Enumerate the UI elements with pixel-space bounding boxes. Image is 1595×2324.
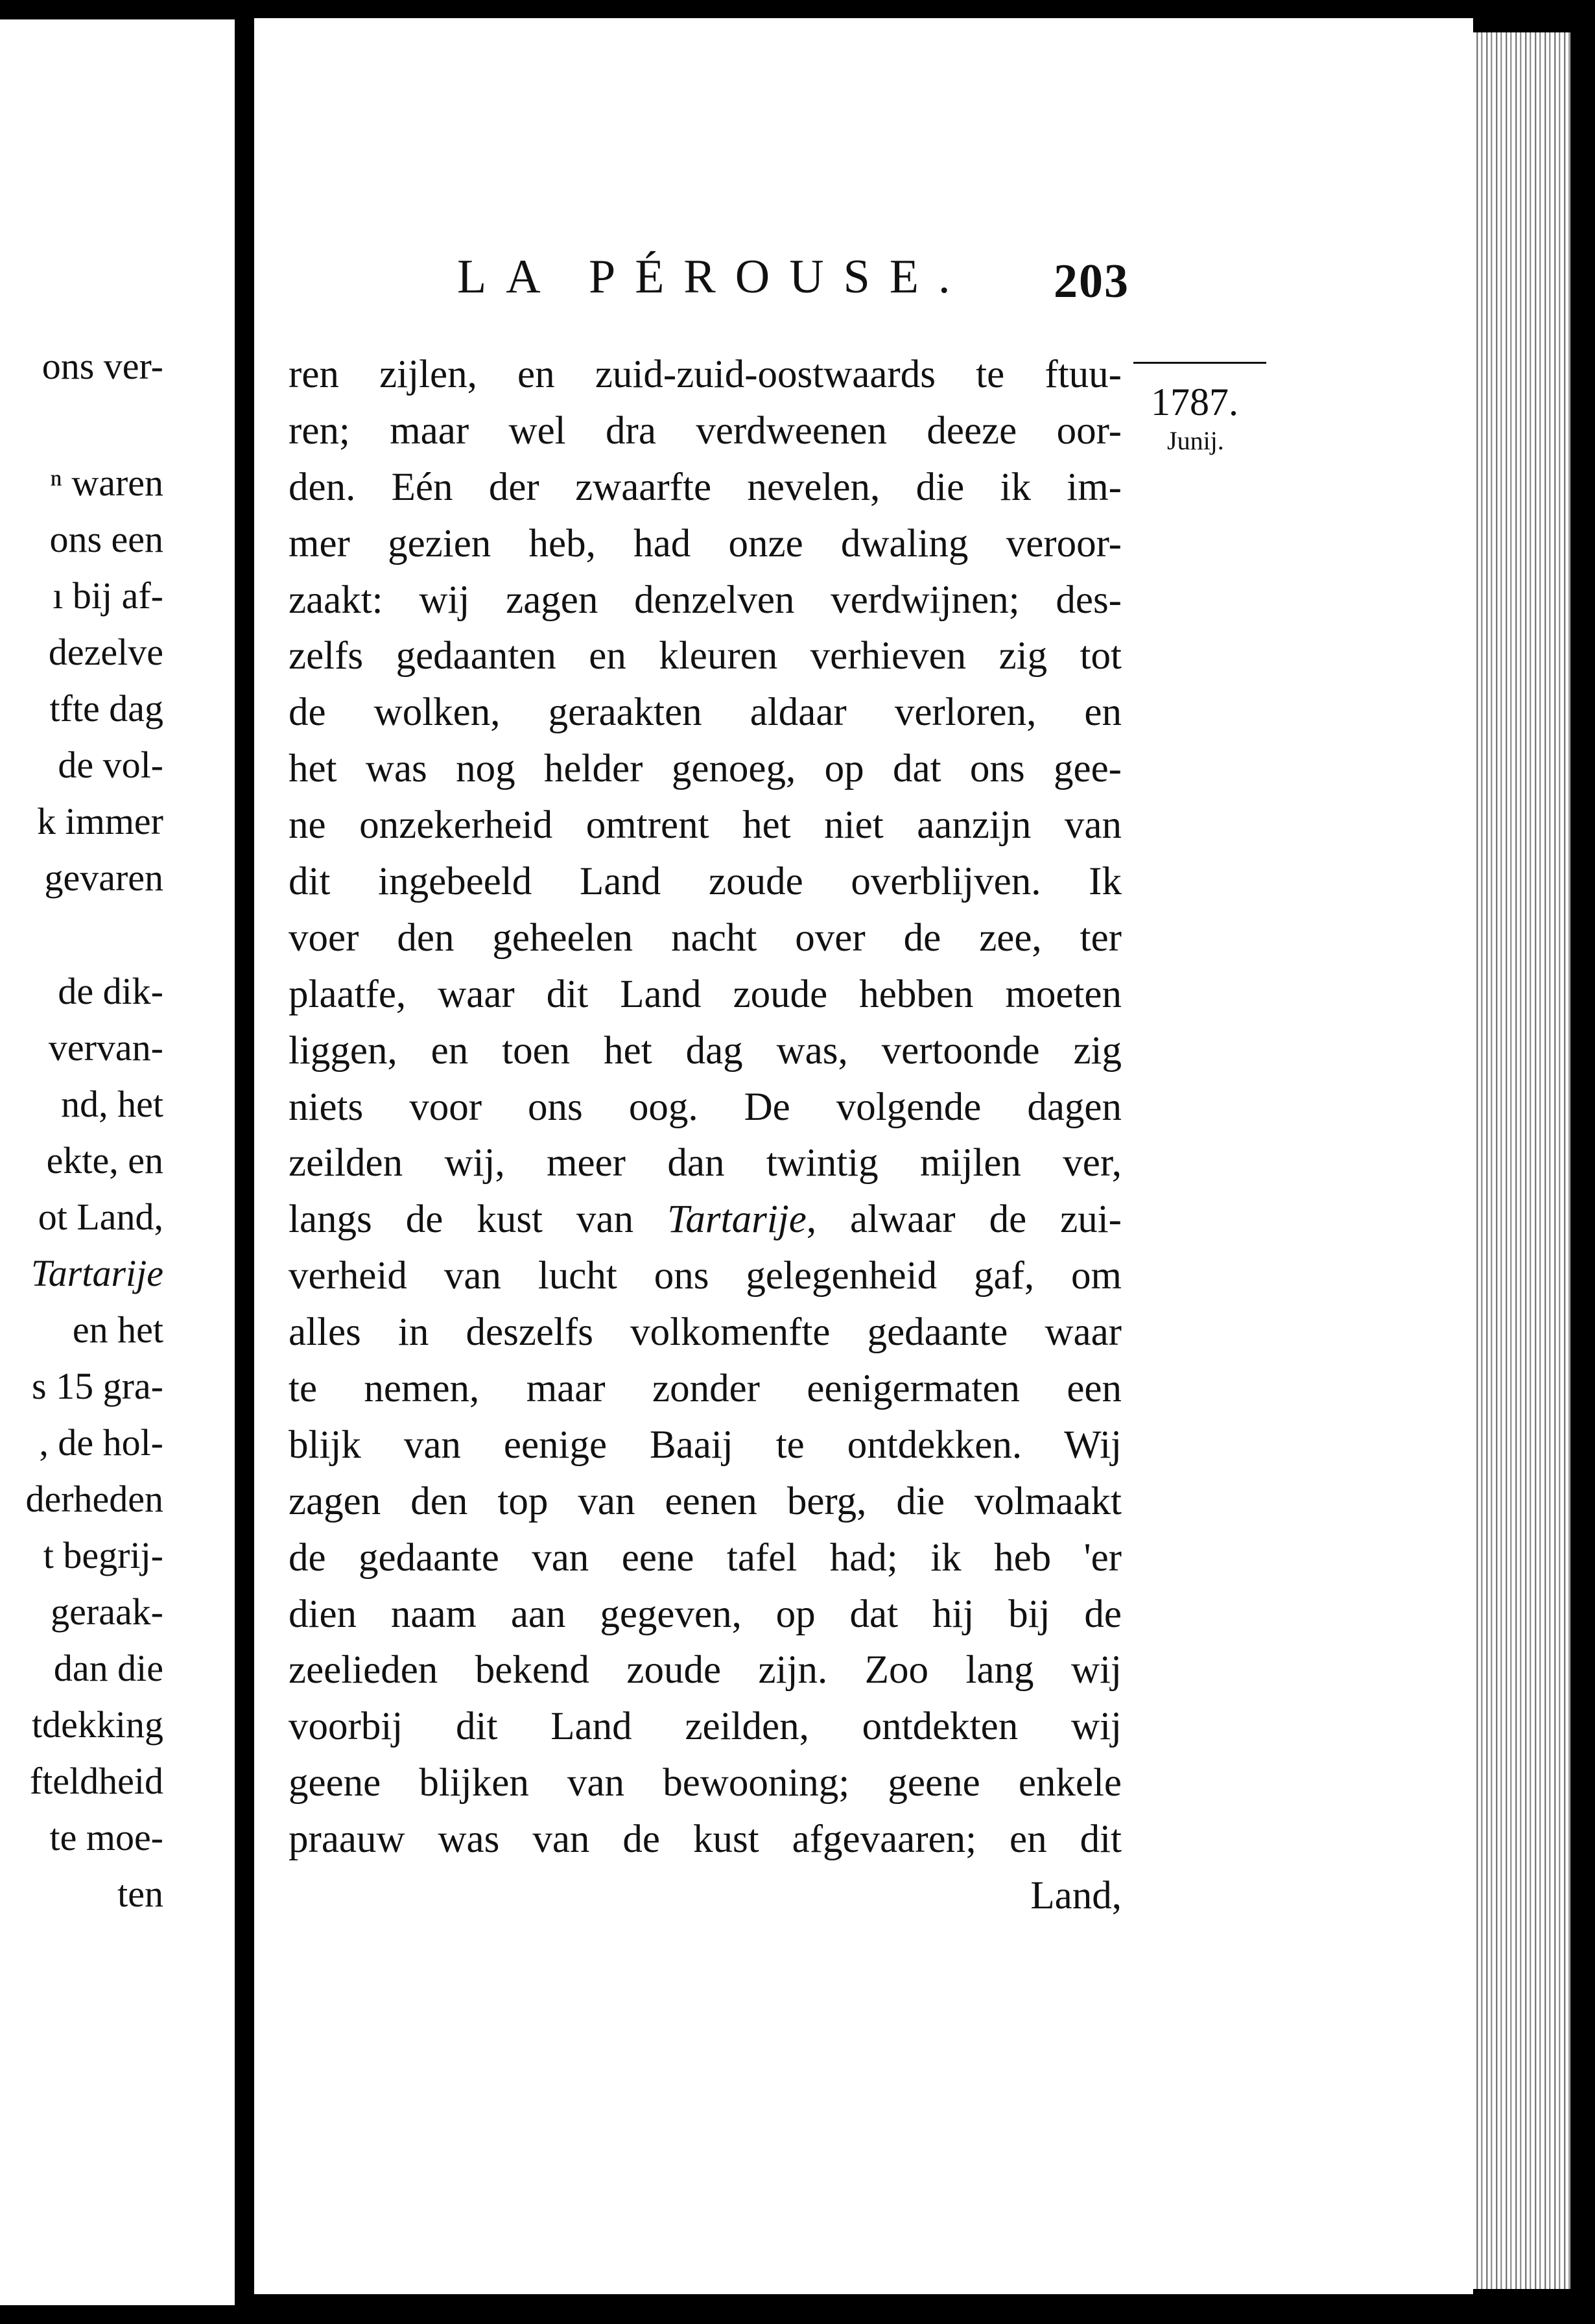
previous-page-line: k immer (37, 800, 163, 842)
previous-page-line: ekte, en (46, 1139, 163, 1181)
margin-rule (1133, 362, 1266, 364)
previous-page-fragment (0, 19, 235, 2305)
previous-page-line: , de hol- (39, 1421, 163, 1464)
previous-page-line: vervan- (48, 1026, 163, 1069)
previous-page-line: ten (117, 1873, 163, 1915)
previous-page-line: de dik- (58, 970, 163, 1012)
previous-page-line: geraak- (51, 1591, 163, 1633)
previous-page-line: fteldheid (29, 1760, 163, 1802)
catchword: Land, (1030, 1874, 1122, 1918)
previous-page-line: dezelve (48, 631, 163, 673)
previous-page-line: tdekking (32, 1703, 163, 1746)
text-line: alles in deszelfs volkomenfte gedaante waar (289, 1310, 1122, 1355)
text-line: praauw was van de kust afgevaaren; en dit (289, 1818, 1122, 1862)
text-line: zelfs gedaanten en kleuren verhieven zig tot (289, 634, 1122, 678)
previous-page-line: ot Land, (38, 1196, 163, 1238)
text-line: geene blijken van bewooning; geene enkele (289, 1761, 1122, 1805)
text-line: ne onzekerheid omtrent het niet aanzijn van (289, 803, 1122, 848)
margin-note-month: Junij. (1167, 426, 1224, 455)
previous-page-line: nd, het (61, 1083, 163, 1125)
text-line: ren zijlen, en zuid-zuid-oostwaards te ftuu- (289, 353, 1122, 396)
text-line: het was nog helder genoeg, op dat ons gee- (289, 747, 1122, 791)
text-line: zeelieden bekend zoude zijn. Zoo lang wij (289, 1648, 1122, 1692)
text-line: blijk van eenige Baaij te ontdekken. Wij (289, 1423, 1122, 1467)
previous-page-line: en het (72, 1309, 163, 1351)
previous-page-line: ons een (49, 518, 163, 560)
previous-page-line: derheden (25, 1478, 163, 1520)
text-line: zagen den top van eenen berg, die volmaakt (289, 1479, 1122, 1523)
text-line: langs de kust van Tartarije, alwaar de zui- (289, 1198, 1122, 1242)
previous-page-line: dan die (53, 1647, 163, 1689)
previous-page-line: gevaren (44, 857, 163, 899)
previous-page-line: ı bij af- (53, 575, 163, 617)
margin-note-year: 1787. (1151, 381, 1238, 423)
text-line: plaatfe, waar dit Land zoude hebben moeten (289, 972, 1122, 1016)
text-line: verheid van lucht ons gelegenheid gaf, om (289, 1254, 1122, 1298)
previous-page-line: s 15 gra- (32, 1365, 163, 1407)
text-line: liggen, en toen het dag was, vertoonde zig (289, 1028, 1122, 1073)
italic-place-name: Tartarije (667, 1198, 807, 1242)
text-line: de wolken, geraakten aldaar verloren, en (289, 691, 1122, 735)
previous-page-line: de vol- (58, 744, 163, 786)
text-line: ren; maar wel dra verdweenen deeze oor- (289, 409, 1122, 453)
text-line: dien naam aan gegeven, op dat hij bij de (289, 1592, 1122, 1636)
previous-page-line: te moe- (49, 1816, 163, 1858)
text-line: voer den geheelen nacht over de zee, ter (289, 916, 1122, 960)
previous-page-line: Tartarije (30, 1252, 163, 1294)
previous-page-line: ⁿ waren (50, 462, 163, 504)
previous-page-line: t begrij- (43, 1534, 163, 1576)
running-head: LA PÉROUSE. (457, 250, 970, 303)
text-line: dit ingebeeld Land zoude overblijven. Ik (289, 860, 1122, 904)
text-line: voorbij dit Land zeilden, ontdekten wij (289, 1705, 1122, 1749)
text-line: den. Eén der zwaarfte nevelen, die ik im- (289, 465, 1122, 509)
body-text (289, 347, 1122, 1925)
previous-page-line: tfte dag (49, 687, 163, 729)
page-number: 203 (1054, 255, 1129, 308)
page-edges (1473, 32, 1570, 2289)
previous-page-line: ons ver- (41, 345, 163, 387)
text-line: te nemen, maar zonder eenigermaten een (289, 1367, 1122, 1411)
text-line: niets voor ons oog. De volgende dagen (289, 1085, 1122, 1129)
text-line: mer gezien heb, had onze dwaling veroor- (289, 521, 1122, 565)
text-line: zeilden wij, meer dan twintig mijlen ver, (289, 1141, 1122, 1185)
book-gutter (235, 0, 254, 2324)
text-line: de gedaante van eene tafel had; ik heb 'er (289, 1536, 1122, 1580)
text-line: zaakt: wij zagen denzelven verdwijnen; des- (289, 578, 1122, 622)
